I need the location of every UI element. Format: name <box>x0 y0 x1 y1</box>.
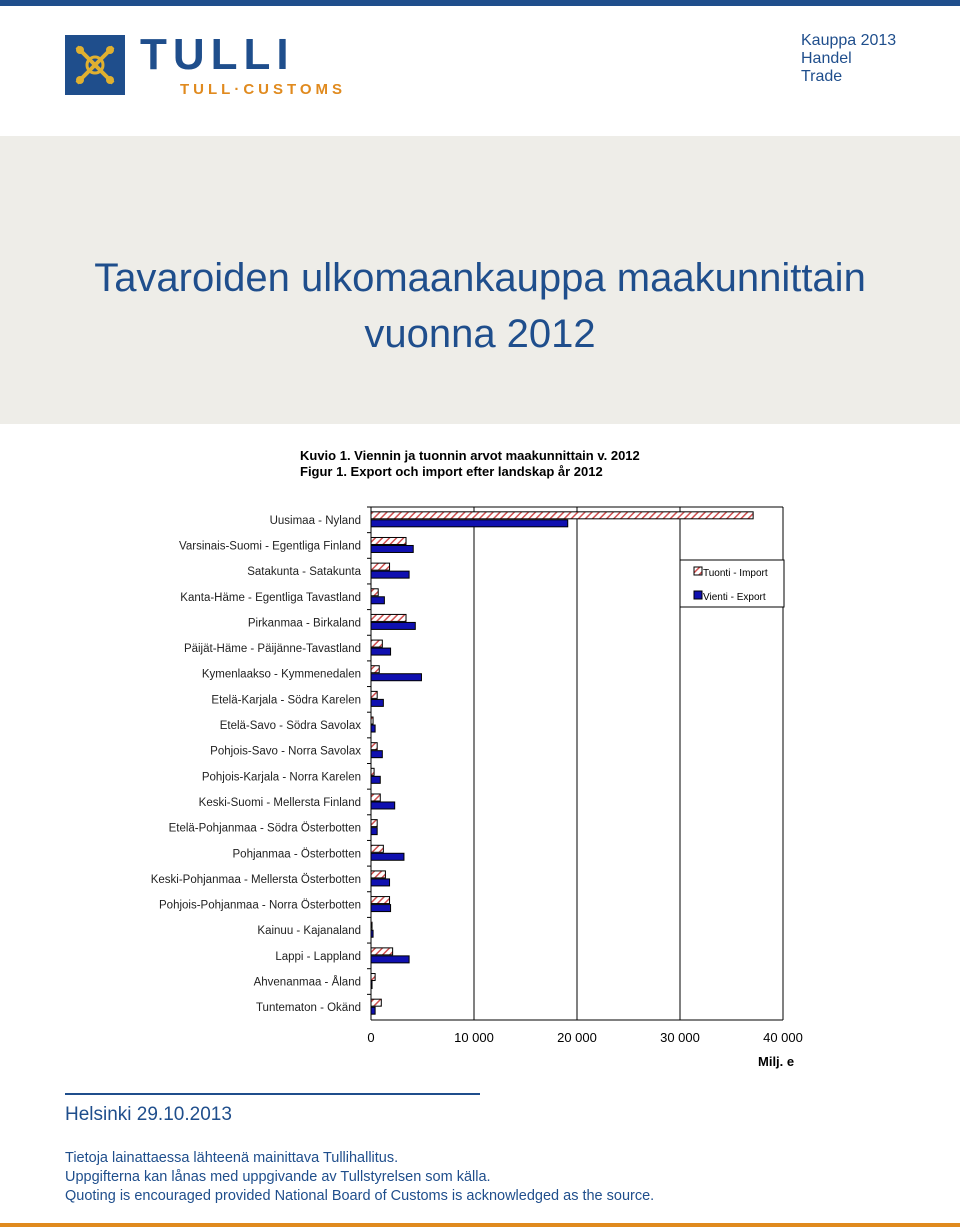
category-label: Pohjois-Pohjanmaa - Norra Österbotten <box>159 899 361 912</box>
category-label: Uusimaa - Nyland <box>269 514 361 527</box>
figure-caption-fi: Kuvio 1. Viennin ja tuonnin arvot maakunnittain v. 2012 <box>300 448 640 463</box>
bar-export <box>371 674 421 681</box>
bar-export <box>371 725 375 732</box>
x-tick-label: 0 <box>367 1030 375 1045</box>
legend-swatch-import <box>694 567 702 575</box>
bar-export <box>371 699 383 706</box>
bar-import <box>371 974 375 981</box>
x-tick-label: 30 000 <box>660 1030 700 1045</box>
bar-export <box>371 545 413 552</box>
footer-note-fi: Tietoja lainattaessa lähteenä mainittava Tullihallitus. <box>65 1150 399 1166</box>
page-title-line2: vuonna 2012 <box>364 312 596 356</box>
bar-import <box>371 794 380 801</box>
bar-export <box>371 571 409 578</box>
header-line-kauppa: Kauppa 2013 <box>801 32 897 49</box>
footer-note-en: Quoting is encouraged provided National Board of Customs is acknowledged as the source. <box>65 1188 655 1204</box>
brand-name: TULLI <box>140 30 295 79</box>
category-label: Etelä-Savo - Södra Savolax <box>219 720 361 733</box>
bar-import <box>371 897 390 904</box>
bar-export <box>371 828 377 835</box>
footer-divider <box>65 1093 480 1095</box>
publication-date: Helsinki 29.10.2013 <box>65 1104 232 1125</box>
bar-import <box>371 845 383 852</box>
bar-import <box>371 948 393 955</box>
bar-export <box>371 956 409 963</box>
bar-import <box>371 871 385 878</box>
category-label: Pohjois-Karjala - Norra Karelen <box>201 771 361 784</box>
unit-label: Milj. e <box>758 1054 795 1069</box>
bar-import <box>371 922 372 929</box>
bar-import <box>371 640 382 647</box>
page-title-line1: Tavaroiden ulkomaankauppa maakunnittain <box>94 256 866 300</box>
category-label: Varsinais-Suomi - Egentliga Finland <box>179 540 361 553</box>
bar-import <box>371 614 406 621</box>
bar-import <box>371 717 373 724</box>
category-label: Kainuu - Kajanaland <box>257 925 361 938</box>
category-label: Kanta-Häme - Egentliga Tavastland <box>180 591 361 604</box>
bar-export <box>371 520 568 527</box>
bar-export <box>371 930 373 937</box>
category-label: Etelä-Pohjanmaa - Södra Österbotten <box>168 822 361 835</box>
bar-import <box>371 743 377 750</box>
bar-import <box>371 820 377 827</box>
bar-import <box>371 666 379 673</box>
bar-export <box>371 853 404 860</box>
x-tick-label: 40 000 <box>763 1030 803 1045</box>
legend-swatch-export <box>694 591 702 599</box>
category-label: Kymenlaakso - Kymmenedalen <box>201 668 361 681</box>
bar-import <box>371 589 378 596</box>
footer-notes <box>65 1149 654 1206</box>
bar-export <box>371 905 391 912</box>
bar-export <box>371 1007 375 1014</box>
bar-export <box>371 802 395 809</box>
bar-import <box>371 768 374 775</box>
category-label: Pohjois-Savo - Norra Savolax <box>210 745 361 758</box>
category-label: Päijät-Häme - Päijänne-Tavastland <box>183 643 361 656</box>
category-label: Pirkanmaa - Birkaland <box>247 617 361 630</box>
bar-export <box>371 982 372 989</box>
x-tick-label: 20 000 <box>557 1030 597 1045</box>
bar-import <box>371 512 753 519</box>
bar-import <box>371 563 390 570</box>
footer-note-sv: Uppgifterna kan lånas med uppgivande av Tullstyrelsen som källa. <box>65 1169 491 1185</box>
category-label: Ahvenanmaa - Åland <box>253 976 361 989</box>
category-label: Keski-Pohjanmaa - Mellersta Österbotten <box>150 873 361 886</box>
bar-export <box>371 622 415 629</box>
bar-export <box>371 597 384 604</box>
figure-caption-sv: Figur 1. Export och import efter landskap år 2012 <box>300 464 603 479</box>
bar-import <box>371 999 381 1006</box>
bar-import <box>371 537 406 544</box>
category-label: Pohjanmaa - Österbotten <box>232 848 361 861</box>
header-line-handel: Handel <box>801 50 852 67</box>
brand-subtitle: TULL·CUSTOMS <box>180 81 347 98</box>
category-label: Lappi - Lappland <box>275 950 361 963</box>
legend-label-export: Vienti - Export <box>703 592 766 603</box>
bottom-accent-bar <box>0 1223 960 1227</box>
category-label: Keski-Suomi - Mellersta Finland <box>198 796 361 809</box>
bar-export <box>371 751 382 758</box>
bar-export <box>371 648 391 655</box>
bar-import <box>371 691 377 698</box>
legend-label-import: Tuonti - Import <box>703 568 768 579</box>
category-label: Tuntematon - Okänd <box>255 1002 361 1015</box>
bar-export <box>371 776 380 783</box>
category-label: Satakunta - Satakunta <box>247 566 361 579</box>
header-line-trade: Trade <box>801 68 843 85</box>
x-tick-label: 10 000 <box>454 1030 494 1045</box>
category-label: Etelä-Karjala - Södra Karelen <box>211 694 361 707</box>
bar-export <box>371 879 390 886</box>
